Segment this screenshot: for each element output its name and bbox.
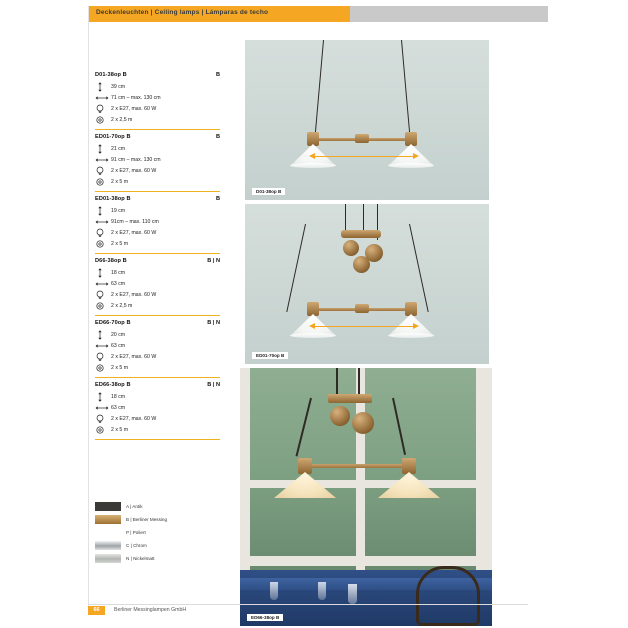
width-arrow-icon (95, 279, 110, 289)
brass-left-fitting (298, 458, 312, 474)
cable-coil-icon (95, 239, 110, 249)
spec-cable-value: 2 x 5 m (111, 426, 129, 433)
spec-cable-row (95, 176, 220, 187)
specification-list (95, 72, 220, 444)
spec-width-row (95, 154, 220, 165)
cable-coil-icon (95, 301, 110, 311)
spec-height-row (95, 143, 220, 154)
spec-bulb-row (95, 289, 220, 300)
bulb-icon (95, 352, 110, 362)
adjust-arrow-line (315, 326, 413, 327)
width-arrow-icon (95, 155, 110, 165)
spec-code: D01-38op B (95, 72, 127, 78)
swatch-antik (95, 502, 121, 511)
spec-width-row (95, 340, 220, 351)
cable-coil-icon (95, 425, 110, 435)
spec-bulb-value: 2 x E27, max. 60 W (111, 415, 157, 422)
footer-company: Berliner Messinglampen GmbH (114, 607, 187, 613)
brass-right-fitting (405, 132, 417, 146)
adjust-arrow-left-head (309, 153, 315, 159)
spec-bulb-row (95, 413, 220, 424)
spec-cable-value: 2 x 5 m (111, 240, 129, 247)
finish-legend (95, 500, 215, 565)
spec-height-value: 39 cm (111, 83, 126, 90)
product-photo-2 (245, 204, 489, 364)
bulb-icon (95, 166, 110, 176)
legend-item (95, 526, 215, 539)
spec-header (95, 134, 220, 140)
legend-label: N | Nickelmatt (126, 556, 155, 561)
footer-divider (88, 604, 528, 605)
cable-coil-icon (95, 177, 110, 187)
page-header (88, 6, 548, 22)
spec-cable-value: 2 x 5 m (111, 178, 129, 185)
adjust-arrow-right-head (413, 323, 419, 329)
spec-cable-row (95, 424, 220, 435)
swatch-nickelmatt (95, 554, 121, 563)
spec-bulb-row (95, 165, 220, 176)
spec-bulb-value: 2 x E27, max. 60 W (111, 229, 157, 236)
brass-left-fitting (307, 132, 319, 146)
legend-label: C | Chrom (126, 543, 147, 548)
spec-header (95, 72, 220, 78)
spec-item (95, 258, 220, 316)
spec-item (95, 382, 220, 440)
spec-width-value: 91cm – max. 110 cm (111, 218, 159, 225)
spec-width-value: 71 cm – max. 130 cm (111, 94, 161, 101)
spec-cable-value: 2 x 5 m (111, 364, 129, 371)
photo-background (245, 204, 489, 364)
window-frame-horizontal (240, 480, 492, 488)
width-arrow-icon (95, 341, 110, 351)
bulb-icon (95, 228, 110, 238)
spec-finish: B (215, 134, 220, 140)
spec-finish: B | N (207, 382, 220, 388)
spec-width-row (95, 216, 220, 227)
spec-item (95, 196, 220, 254)
width-arrow-icon (95, 403, 110, 413)
legend-label: P | Poliert (126, 530, 146, 535)
spec-cable-row (95, 300, 220, 311)
spec-height-row (95, 329, 220, 340)
spec-cable-row (95, 362, 220, 373)
legend-item (95, 552, 215, 565)
height-arrow-icon (95, 82, 110, 92)
spec-code: D66-38op B (95, 258, 127, 264)
spec-height-row (95, 267, 220, 278)
photo-background (245, 40, 489, 200)
spec-code: ED66-38op B (95, 382, 131, 388)
spec-width-value: 91 cm – max. 130 cm (111, 156, 161, 163)
brass-right-fitting (402, 458, 416, 474)
spec-cable-value: 2 x 2,5 m (111, 116, 133, 123)
wine-glass (318, 582, 326, 600)
height-arrow-icon (95, 144, 110, 154)
spec-code: ED66-70op B (95, 320, 131, 326)
legend-item (95, 513, 215, 526)
wine-glass (348, 584, 357, 604)
cable-coil-icon (95, 115, 110, 125)
brass-right-fitting (405, 302, 417, 316)
product-photo-1 (245, 40, 489, 200)
counterweight-ball-center (353, 256, 370, 273)
photo-caption: D01-38op B (252, 188, 285, 195)
spec-height-row (95, 205, 220, 216)
spec-header (95, 196, 220, 202)
spec-width-row (95, 278, 220, 289)
spec-header (95, 382, 220, 388)
adjust-arrow-line (315, 156, 413, 157)
swatch-poliert (95, 528, 121, 537)
adjust-arrow-right-head (413, 153, 419, 159)
spec-width-row (95, 92, 220, 103)
spec-height-value: 19 cm (111, 207, 126, 214)
spec-height-value: 18 cm (111, 269, 126, 276)
product-photo-3 (240, 368, 492, 626)
spec-bulb-value: 2 x E27, max. 60 W (111, 291, 157, 298)
spec-height-row (95, 81, 220, 92)
lamp-shade-left-rim (290, 333, 336, 338)
spec-cable-row (95, 238, 220, 249)
brass-center-fitting (355, 304, 369, 313)
page-number: 66 (88, 606, 105, 615)
spec-width-value: 63 cm (111, 280, 126, 287)
spec-bulb-value: 2 x E27, max. 60 W (111, 105, 157, 112)
spec-item (95, 134, 220, 192)
spec-finish: B | N (207, 320, 220, 326)
cable-coil-icon (95, 363, 110, 373)
counterweight-ball-left (330, 406, 350, 426)
photo-caption: ED01-70op B (252, 352, 288, 359)
margin-divider (88, 6, 89, 606)
spec-header (95, 258, 220, 264)
width-arrow-icon (95, 93, 110, 103)
lamp-shade-right-rim (388, 163, 434, 168)
spec-bulb-value: 2 x E27, max. 60 W (111, 353, 157, 360)
brass-bar (302, 464, 412, 468)
height-arrow-icon (95, 206, 110, 216)
swatch-berliner-messing (95, 515, 121, 524)
chair-back (416, 566, 480, 626)
swatch-chrom (95, 541, 121, 550)
spec-finish: B (215, 72, 220, 78)
pulley-housing (328, 394, 372, 403)
legend-item (95, 500, 215, 513)
spec-header (95, 320, 220, 326)
lamp-shade-right-rim (388, 333, 434, 338)
header-grey-block (350, 6, 548, 22)
width-arrow-icon (95, 217, 110, 227)
spec-height-value: 20 cm (111, 331, 126, 338)
spec-finish: B (215, 196, 220, 202)
spec-width-value: 63 cm (111, 342, 126, 349)
spec-item (95, 72, 220, 130)
spec-code: ED01-70op B (95, 134, 131, 140)
brass-center-fitting (355, 134, 369, 143)
bulb-icon (95, 104, 110, 114)
spec-item (95, 320, 220, 378)
spec-width-value: 63 cm (111, 404, 126, 411)
height-arrow-icon (95, 268, 110, 278)
spec-height-value: 21 cm (111, 145, 126, 152)
page-footer (88, 604, 528, 616)
lamp-shade-left-rim (290, 163, 336, 168)
legend-item (95, 539, 215, 552)
brass-left-fitting (307, 302, 319, 316)
pulley-housing (341, 230, 381, 238)
counterweight-ball-left (343, 240, 359, 256)
spec-finish: B | N (207, 258, 220, 264)
page-title: Deckenleuchten | Ceiling lamps | Lámparas de techo (96, 9, 269, 16)
legend-label: A | Antik (126, 504, 143, 509)
legend-label: B | Berliner Messing (126, 517, 168, 522)
spec-cable-value: 2 x 2,5 m (111, 302, 133, 309)
spec-bulb-row (95, 351, 220, 362)
height-arrow-icon (95, 392, 110, 402)
adjust-arrow-left-head (309, 323, 315, 329)
spec-bulb-row (95, 103, 220, 114)
spec-bulb-row (95, 227, 220, 238)
wine-glass (270, 582, 278, 600)
spec-bulb-value: 2 x E27, max. 60 W (111, 167, 157, 174)
height-arrow-icon (95, 330, 110, 340)
spec-width-row (95, 402, 220, 413)
counterweight-ball-right (352, 412, 374, 434)
spec-height-row (95, 391, 220, 402)
photo-caption: ED66-38op B (247, 614, 283, 621)
bulb-icon (95, 414, 110, 424)
spec-code: ED01-38op B (95, 196, 131, 202)
spec-cable-row (95, 114, 220, 125)
bulb-icon (95, 290, 110, 300)
spec-height-value: 18 cm (111, 393, 126, 400)
window-sill (240, 556, 492, 566)
